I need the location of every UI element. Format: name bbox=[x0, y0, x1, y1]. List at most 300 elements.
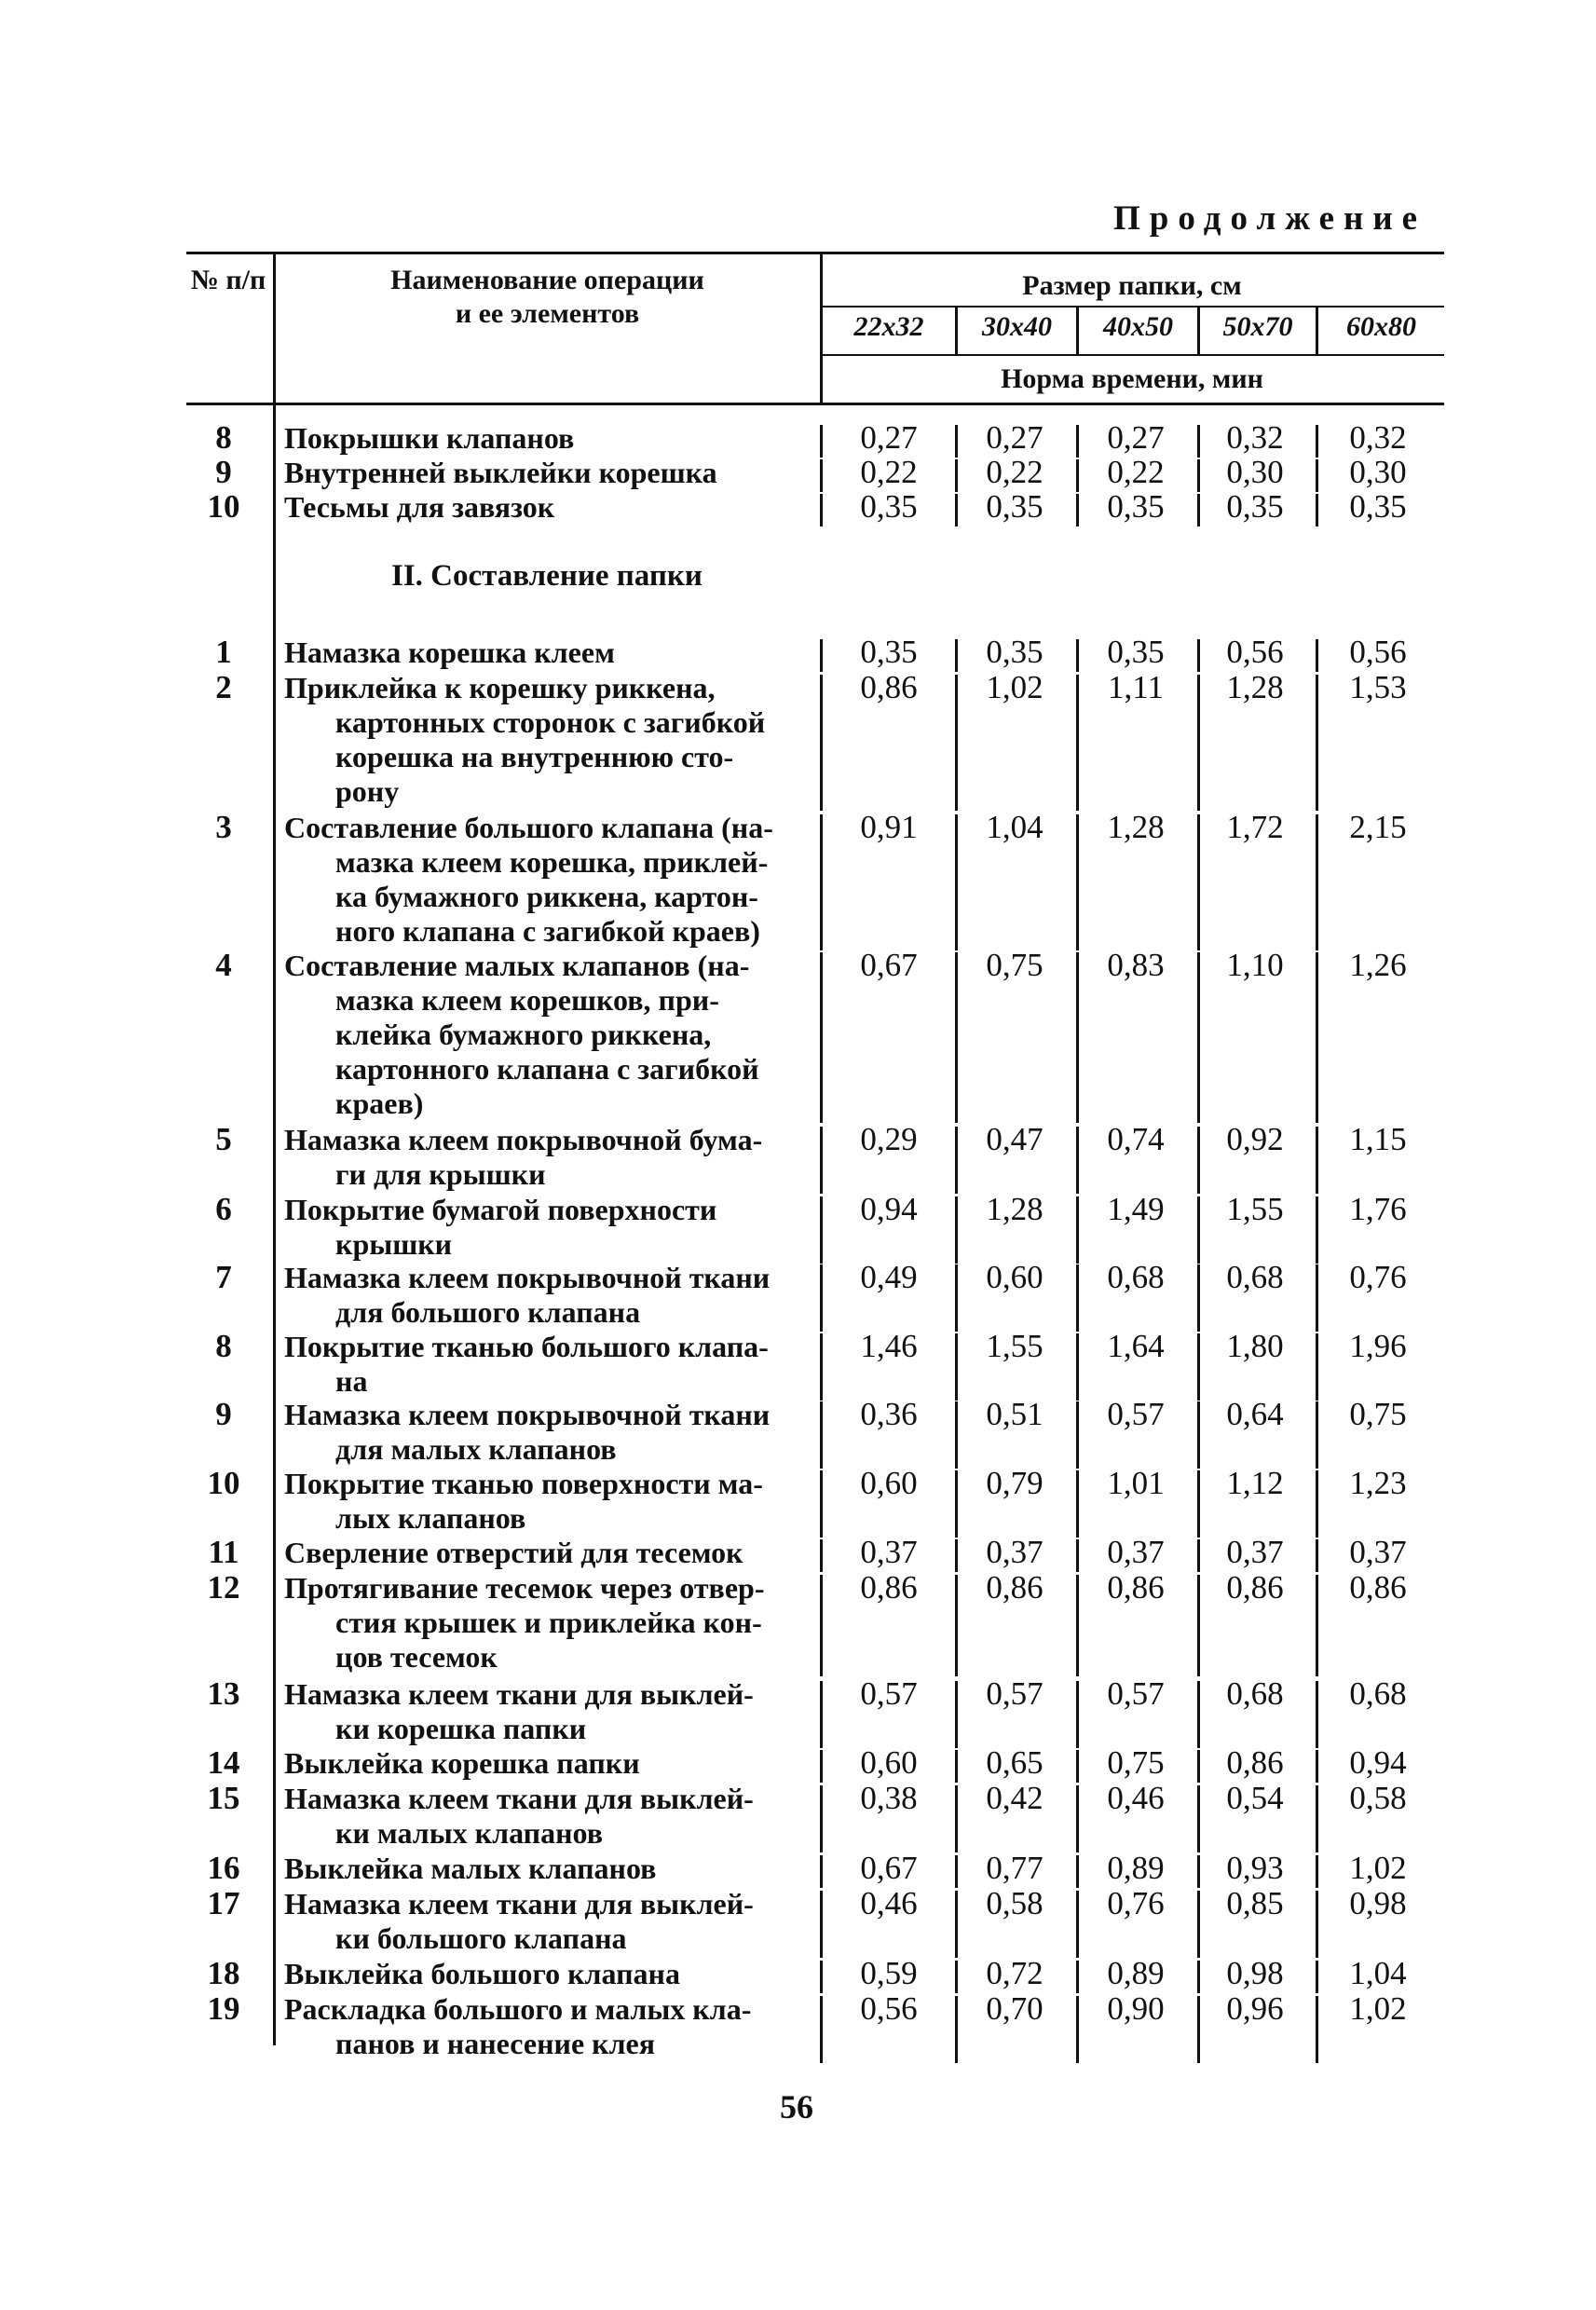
operation-name-line: Покрытие тканью поверхности ма- bbox=[284, 1467, 763, 1500]
time-value: 0,58 bbox=[1349, 1780, 1407, 1816]
time-value: 0,92 bbox=[1226, 1121, 1284, 1157]
column-separator bbox=[955, 1681, 958, 1748]
operation-name bbox=[284, 1782, 815, 1851]
column-separator bbox=[955, 1196, 958, 1264]
operation-name-line: Тесьмы для завязок bbox=[284, 490, 555, 524]
time-value: 0,47 bbox=[986, 1121, 1044, 1157]
row-number: 11 bbox=[208, 1534, 239, 1570]
operation-name bbox=[284, 949, 815, 1121]
operation-name bbox=[284, 1992, 815, 2061]
row-number: 19 bbox=[207, 1990, 240, 2027]
sizes-bottom-rule bbox=[820, 354, 1444, 356]
row-number: 15 bbox=[207, 1780, 240, 1816]
column-separator bbox=[955, 1333, 958, 1401]
time-value: 0,98 bbox=[1226, 1955, 1284, 1991]
operation-name-line: стия крышек и приклейка кон- bbox=[335, 1606, 762, 1639]
row-number: 17 bbox=[207, 1885, 240, 1921]
column-separator bbox=[1076, 425, 1079, 458]
row-number: 12 bbox=[207, 1569, 240, 1606]
column-separator bbox=[1316, 1333, 1318, 1401]
row-number: 7 bbox=[215, 1259, 232, 1295]
operation-name-line: Намазка клеем покрывочной бума- bbox=[284, 1123, 763, 1156]
time-value: 1,02 bbox=[1349, 1850, 1407, 1886]
time-value: 0,46 bbox=[860, 1885, 918, 1921]
time-value: 0,54 bbox=[1226, 1780, 1284, 1816]
time-value: 0,57 bbox=[1107, 1396, 1165, 1432]
row-number: 1 bbox=[215, 634, 232, 670]
column-separator bbox=[1316, 1575, 1318, 1676]
operation-name-line: мазка клеем корешков, при- bbox=[335, 983, 719, 1017]
operation-name-line: ки малых клапанов bbox=[335, 1816, 603, 1850]
operation-name-line: ка бумажного риккена, картон- bbox=[335, 880, 758, 913]
time-value: 0,58 bbox=[986, 1885, 1044, 1921]
column-separator bbox=[820, 1127, 823, 1194]
time-value: 0,57 bbox=[1107, 1675, 1165, 1712]
column-separator bbox=[1316, 675, 1318, 811]
column-separator bbox=[820, 1264, 823, 1332]
operation-name-line: на bbox=[335, 1364, 368, 1398]
time-value: 0,68 bbox=[1349, 1675, 1407, 1712]
sizes-top-rule bbox=[820, 306, 1444, 308]
column-separator bbox=[1076, 1681, 1079, 1748]
time-value: 1,28 bbox=[1226, 669, 1284, 705]
operation-name bbox=[284, 671, 815, 809]
time-value: 0,64 bbox=[1226, 1396, 1284, 1432]
column-separator bbox=[1076, 1575, 1079, 1676]
time-value: 0,93 bbox=[1226, 1850, 1284, 1886]
table-top-rule bbox=[186, 252, 1444, 254]
time-value: 0,57 bbox=[860, 1675, 918, 1712]
column-separator bbox=[1076, 494, 1079, 526]
operation-name-line: Сверление отверстий для тесемок bbox=[284, 1536, 743, 1569]
operation-name-line: цов тесемок bbox=[335, 1640, 498, 1674]
operation-name bbox=[284, 421, 815, 456]
time-value: 0,35 bbox=[986, 488, 1044, 525]
column-separator bbox=[1316, 1996, 1318, 2063]
column-separator bbox=[820, 425, 823, 458]
column-separator bbox=[955, 1575, 958, 1676]
column-separator bbox=[1316, 952, 1318, 1123]
time-value: 0,22 bbox=[860, 454, 918, 490]
column-separator bbox=[820, 1855, 823, 1888]
column-separator bbox=[1076, 1785, 1079, 1852]
column-separator bbox=[955, 1785, 958, 1852]
column-separator bbox=[1316, 1264, 1318, 1332]
column-separator bbox=[1076, 1996, 1079, 2063]
column-separator bbox=[1316, 1961, 1318, 1993]
time-value: 0,60 bbox=[986, 1259, 1044, 1295]
column-separator bbox=[955, 494, 958, 526]
column-separator bbox=[1076, 639, 1079, 672]
operation-name-line: для большого клапана bbox=[335, 1295, 641, 1329]
column-separator bbox=[955, 1891, 958, 1958]
column-separator bbox=[1076, 675, 1079, 811]
column-separator bbox=[955, 675, 958, 811]
time-value: 0,37 bbox=[986, 1534, 1044, 1570]
time-value: 1,12 bbox=[1226, 1465, 1284, 1501]
column-separator bbox=[1316, 1401, 1318, 1469]
column-separator bbox=[1316, 1127, 1318, 1194]
header-size-40x50: 40x50 bbox=[1103, 311, 1173, 342]
time-value: 0,56 bbox=[1349, 634, 1407, 670]
time-value: 1,04 bbox=[986, 809, 1044, 845]
time-value: 0,37 bbox=[1226, 1534, 1284, 1570]
row-number: 2 bbox=[215, 669, 232, 705]
time-value: 0,83 bbox=[1107, 947, 1165, 983]
header-bottom-rule bbox=[186, 403, 1444, 405]
operation-name-line: Выклейка корешка папки bbox=[284, 1746, 640, 1780]
column-separator bbox=[955, 1470, 958, 1538]
column-separator bbox=[820, 1333, 823, 1401]
time-value: 1,02 bbox=[986, 669, 1044, 705]
time-value: 0,76 bbox=[1107, 1885, 1165, 1921]
column-separator bbox=[955, 1961, 958, 1993]
operation-name bbox=[284, 1193, 815, 1262]
time-value: 0,49 bbox=[860, 1259, 918, 1295]
header-size-30x40: 30x40 bbox=[982, 311, 1052, 342]
operation-name-line: Выклейка малых клапанов bbox=[284, 1852, 657, 1885]
time-value: 0,75 bbox=[986, 947, 1044, 983]
column-separator bbox=[955, 1750, 958, 1783]
operation-name-line: мазка клеем корешка, приклей- bbox=[335, 845, 769, 879]
time-value: 1,55 bbox=[1226, 1191, 1284, 1227]
operation-name bbox=[284, 1887, 815, 1956]
operation-name bbox=[284, 1852, 815, 1886]
time-value: 0,67 bbox=[860, 947, 918, 983]
column-separator bbox=[955, 1855, 958, 1888]
column-separator bbox=[1316, 459, 1318, 492]
operation-name-line: Намазка корешка клеем bbox=[284, 636, 615, 669]
time-value: 0,60 bbox=[860, 1465, 918, 1501]
time-value: 0,94 bbox=[860, 1191, 918, 1227]
column-separator bbox=[820, 1961, 823, 1993]
time-value: 0,51 bbox=[986, 1396, 1044, 1432]
column-separator bbox=[820, 1539, 823, 1572]
time-value: 0,68 bbox=[1226, 1259, 1284, 1295]
column-separator bbox=[1316, 814, 1318, 950]
column-separator bbox=[1316, 425, 1318, 458]
time-value: 1,72 bbox=[1226, 809, 1284, 845]
row-number: 9 bbox=[215, 1396, 232, 1432]
time-value: 0,75 bbox=[1349, 1396, 1407, 1432]
column-separator bbox=[820, 639, 823, 672]
continued-label: Продолжение bbox=[1113, 199, 1427, 238]
column-separator bbox=[955, 1996, 958, 2063]
operation-name-line: крышки bbox=[335, 1227, 453, 1261]
column-separator bbox=[1076, 1891, 1079, 1958]
column-separator bbox=[820, 494, 823, 526]
operation-name bbox=[284, 490, 815, 525]
time-value: 0,37 bbox=[1107, 1534, 1165, 1570]
operation-name-line: рону bbox=[335, 774, 400, 808]
time-value: 0,76 bbox=[1349, 1259, 1407, 1295]
row-number: 10 bbox=[207, 488, 240, 525]
time-value: 0,86 bbox=[1226, 1569, 1284, 1606]
time-value: 0,56 bbox=[1226, 634, 1284, 670]
operation-name-line: для малых клапанов bbox=[335, 1432, 617, 1466]
operation-name-line: клейка бумажного риккена, bbox=[335, 1018, 712, 1051]
operation-name bbox=[284, 1571, 815, 1674]
row-number: 8 bbox=[215, 1328, 232, 1364]
row-number: 5 bbox=[215, 1121, 232, 1157]
time-value: 0,37 bbox=[860, 1534, 918, 1570]
column-separator bbox=[1316, 1750, 1318, 1783]
operation-name bbox=[284, 1957, 815, 1991]
operation-name bbox=[284, 1398, 815, 1467]
column-separator bbox=[820, 1996, 823, 2063]
row-number: 10 bbox=[207, 1465, 240, 1501]
column-separator bbox=[955, 1264, 958, 1332]
column-separator bbox=[820, 1891, 823, 1958]
column-separator bbox=[1076, 1127, 1079, 1194]
time-value: 0,32 bbox=[1226, 419, 1284, 456]
operation-name-line: ги для крышки bbox=[335, 1157, 546, 1191]
operation-name-line: лых клапанов bbox=[335, 1501, 526, 1535]
operation-name-line: Намазка клеем покрывочной ткани bbox=[284, 1398, 771, 1431]
operation-name bbox=[284, 1330, 815, 1399]
operation-name bbox=[284, 1261, 815, 1330]
operation-name-line: Покрытие тканью большого клапа- bbox=[284, 1330, 769, 1363]
operation-name bbox=[284, 811, 815, 949]
time-value: 1,64 bbox=[1107, 1328, 1165, 1364]
row-number: 3 bbox=[215, 809, 232, 845]
time-value: 0,30 bbox=[1226, 454, 1284, 490]
time-value: 0,85 bbox=[1226, 1885, 1284, 1921]
row-number: 8 bbox=[215, 419, 232, 456]
time-value: 1,80 bbox=[1226, 1328, 1284, 1364]
operation-name-line: ки корешка папки bbox=[335, 1712, 587, 1745]
header-size-60x80: 60x80 bbox=[1346, 311, 1416, 342]
time-value: 1,49 bbox=[1107, 1191, 1165, 1227]
operation-name-line: Составление большого клапана (на- bbox=[284, 811, 773, 844]
time-value: 0,70 bbox=[986, 1990, 1044, 2027]
time-value: 0,68 bbox=[1107, 1259, 1165, 1295]
column-separator bbox=[955, 1401, 958, 1469]
column-separator bbox=[1316, 1539, 1318, 1572]
time-value: 0,60 bbox=[860, 1744, 918, 1781]
time-value: 0,36 bbox=[860, 1396, 918, 1432]
column-separator bbox=[1316, 494, 1318, 526]
row-number: 13 bbox=[207, 1675, 240, 1712]
operation-name bbox=[284, 1123, 815, 1192]
operation-name-line: Намазка клеем ткани для выклей- bbox=[284, 1887, 754, 1920]
column-separator bbox=[1076, 1333, 1079, 1401]
time-value: 0,29 bbox=[860, 1121, 918, 1157]
time-value: 0,79 bbox=[986, 1465, 1044, 1501]
column-separator bbox=[955, 459, 958, 492]
column-separator bbox=[820, 952, 823, 1123]
operation-name-line: Протягивание тесемок через отвер- bbox=[284, 1571, 765, 1605]
column-separator bbox=[820, 1401, 823, 1469]
column-separator bbox=[820, 459, 823, 492]
column-separator bbox=[820, 1681, 823, 1748]
time-value: 0,22 bbox=[1107, 454, 1165, 490]
header-name-line1: Наименование операции bbox=[390, 265, 704, 295]
time-value: 0,89 bbox=[1107, 1955, 1165, 1991]
column-separator bbox=[820, 1785, 823, 1852]
time-value: 0,35 bbox=[860, 634, 918, 670]
header-size-22x32: 22x32 bbox=[853, 311, 924, 342]
column-separator bbox=[1076, 814, 1079, 950]
header-name-line2: и ее элементов bbox=[455, 298, 640, 329]
operation-name bbox=[284, 636, 815, 670]
column-separator bbox=[955, 639, 958, 672]
time-value: 0,35 bbox=[1226, 488, 1284, 525]
operation-name-line: картонных сторонок с загибкой bbox=[335, 705, 766, 739]
time-value: 0,90 bbox=[1107, 1990, 1165, 2027]
time-value: 1,55 bbox=[986, 1328, 1044, 1364]
time-value: 0,89 bbox=[1107, 1850, 1165, 1886]
column-separator bbox=[1076, 1401, 1079, 1469]
time-value: 0,59 bbox=[860, 1955, 918, 1991]
time-value: 0,94 bbox=[1349, 1744, 1407, 1781]
time-value: 1,46 bbox=[860, 1328, 918, 1364]
time-value: 0,74 bbox=[1107, 1121, 1165, 1157]
column-separator bbox=[1316, 1196, 1318, 1264]
time-value: 1,10 bbox=[1226, 947, 1284, 983]
operation-name bbox=[284, 1677, 815, 1746]
time-value: 0,57 bbox=[986, 1675, 1044, 1712]
time-value: 0,35 bbox=[1107, 634, 1165, 670]
column-separator bbox=[1076, 1196, 1079, 1264]
operation-name-line: Покрышки клапанов bbox=[284, 421, 575, 455]
column-separator bbox=[820, 1196, 823, 1264]
time-value: 2,15 bbox=[1349, 809, 1407, 845]
operation-name-line: Покрытие бумагой поверхности bbox=[284, 1193, 717, 1226]
column-separator bbox=[1316, 639, 1318, 672]
time-value: 0,86 bbox=[1226, 1744, 1284, 1781]
column-separator bbox=[1316, 1855, 1318, 1888]
time-value: 0,27 bbox=[1107, 419, 1165, 456]
time-value: 0,98 bbox=[1349, 1885, 1407, 1921]
column-separator bbox=[1076, 1855, 1079, 1888]
operation-name-line: Намазка клеем ткани для выклей- bbox=[284, 1677, 754, 1711]
operation-name bbox=[284, 1467, 815, 1536]
column-separator bbox=[820, 1470, 823, 1538]
column-separator bbox=[1076, 1961, 1079, 1993]
time-value: 1,28 bbox=[1107, 809, 1165, 845]
time-value: 0,27 bbox=[860, 419, 918, 456]
column-separator bbox=[955, 425, 958, 458]
operation-name-line: корешка на внутреннюю сто- bbox=[335, 740, 734, 773]
time-value: 0,67 bbox=[860, 1850, 918, 1886]
num-col-divider bbox=[273, 252, 276, 2045]
time-value: 0,38 bbox=[860, 1780, 918, 1816]
time-value: 0,42 bbox=[986, 1780, 1044, 1816]
time-value: 0,35 bbox=[1107, 488, 1165, 525]
time-value: 1,76 bbox=[1349, 1191, 1407, 1227]
time-value: 0,86 bbox=[860, 669, 918, 705]
time-value: 0,22 bbox=[986, 454, 1044, 490]
operation-name-line: ного клапана с загибкой краев) bbox=[335, 914, 760, 948]
header-size-50x70: 50x70 bbox=[1222, 311, 1293, 342]
time-value: 0,35 bbox=[986, 634, 1044, 670]
operation-name-line: краев) bbox=[335, 1087, 424, 1120]
time-value: 1,26 bbox=[1349, 947, 1407, 983]
time-value: 0,77 bbox=[986, 1850, 1044, 1886]
time-value: 1,28 bbox=[986, 1191, 1044, 1227]
time-value: 0,68 bbox=[1226, 1675, 1284, 1712]
row-number: 16 bbox=[207, 1850, 240, 1886]
time-value: 0,65 bbox=[986, 1744, 1044, 1781]
time-value: 0,46 bbox=[1107, 1780, 1165, 1816]
column-separator bbox=[1316, 1891, 1318, 1958]
time-value: 0,96 bbox=[1226, 1990, 1284, 2027]
column-separator bbox=[955, 952, 958, 1123]
operation-name-line: Внутренней выклейки корешка bbox=[284, 456, 717, 489]
time-value: 1,02 bbox=[1349, 1990, 1407, 2027]
time-value: 0,56 bbox=[860, 1990, 918, 2027]
column-separator bbox=[1076, 952, 1079, 1123]
operation-name-line: ки большого клапана bbox=[335, 1921, 627, 1955]
time-value: 1,96 bbox=[1349, 1328, 1407, 1364]
operation-name bbox=[284, 456, 815, 490]
time-value: 0,27 bbox=[986, 419, 1044, 456]
header-size-group: Размер папки, см bbox=[1022, 270, 1242, 301]
column-separator bbox=[1316, 1681, 1318, 1748]
time-value: 0,72 bbox=[986, 1955, 1044, 1991]
column-separator bbox=[820, 1575, 823, 1676]
column-separator bbox=[1076, 1470, 1079, 1538]
time-value: 0,30 bbox=[1349, 454, 1407, 490]
column-separator bbox=[820, 675, 823, 811]
header-num: № п/п bbox=[190, 265, 266, 295]
time-value: 1,15 bbox=[1349, 1121, 1407, 1157]
row-number: 9 bbox=[215, 454, 232, 490]
operation-name bbox=[284, 1536, 815, 1570]
column-separator bbox=[1076, 1750, 1079, 1783]
time-value: 0,32 bbox=[1349, 419, 1407, 456]
row-number: 6 bbox=[215, 1191, 232, 1227]
operation-name-line: Намазка клеем покрывочной ткани bbox=[284, 1261, 771, 1294]
column-separator bbox=[1076, 459, 1079, 492]
time-value: 0,86 bbox=[1349, 1569, 1407, 1606]
time-value: 0,35 bbox=[860, 488, 918, 525]
time-value: 0,75 bbox=[1107, 1744, 1165, 1781]
column-separator bbox=[955, 1539, 958, 1572]
operation-name bbox=[284, 1746, 815, 1781]
time-value: 1,23 bbox=[1349, 1465, 1407, 1501]
column-separator bbox=[955, 1127, 958, 1194]
operation-name-line: панов и нанесение клея bbox=[335, 2027, 656, 2060]
column-separator bbox=[955, 814, 958, 950]
row-number: 18 bbox=[207, 1955, 240, 1991]
operation-name-line: Намазка клеем ткани для выклей- bbox=[284, 1782, 754, 1815]
operation-name-line: Составление малых клапанов (на- bbox=[284, 949, 750, 982]
time-value: 0,37 bbox=[1349, 1534, 1407, 1570]
column-separator bbox=[1316, 1785, 1318, 1852]
column-separator bbox=[1076, 1264, 1079, 1332]
header-norm: Норма времени, мин bbox=[1001, 363, 1263, 394]
row-number: 4 bbox=[215, 947, 232, 983]
operation-name-line: Выклейка большого клапана bbox=[284, 1957, 680, 1990]
column-separator bbox=[1076, 1539, 1079, 1572]
time-value: 1,53 bbox=[1349, 669, 1407, 705]
column-separator bbox=[820, 1750, 823, 1783]
operation-name-line: картонного клапана с загибкой bbox=[335, 1052, 759, 1086]
operation-name-line: Раскладка большого и малых кла- bbox=[284, 1992, 752, 2026]
time-value: 1,11 bbox=[1108, 669, 1164, 705]
time-value: 1,04 bbox=[1349, 1955, 1407, 1991]
time-value: 0,86 bbox=[1107, 1569, 1165, 1606]
time-value: 0,35 bbox=[1349, 488, 1407, 525]
time-value: 0,91 bbox=[860, 809, 918, 845]
operation-name-line: Приклейка к корешку риккена, bbox=[284, 671, 716, 704]
column-separator bbox=[1316, 1470, 1318, 1538]
column-separator bbox=[820, 814, 823, 950]
section-2-title: II. Составление папки bbox=[391, 559, 703, 593]
time-value: 1,01 bbox=[1107, 1465, 1165, 1501]
